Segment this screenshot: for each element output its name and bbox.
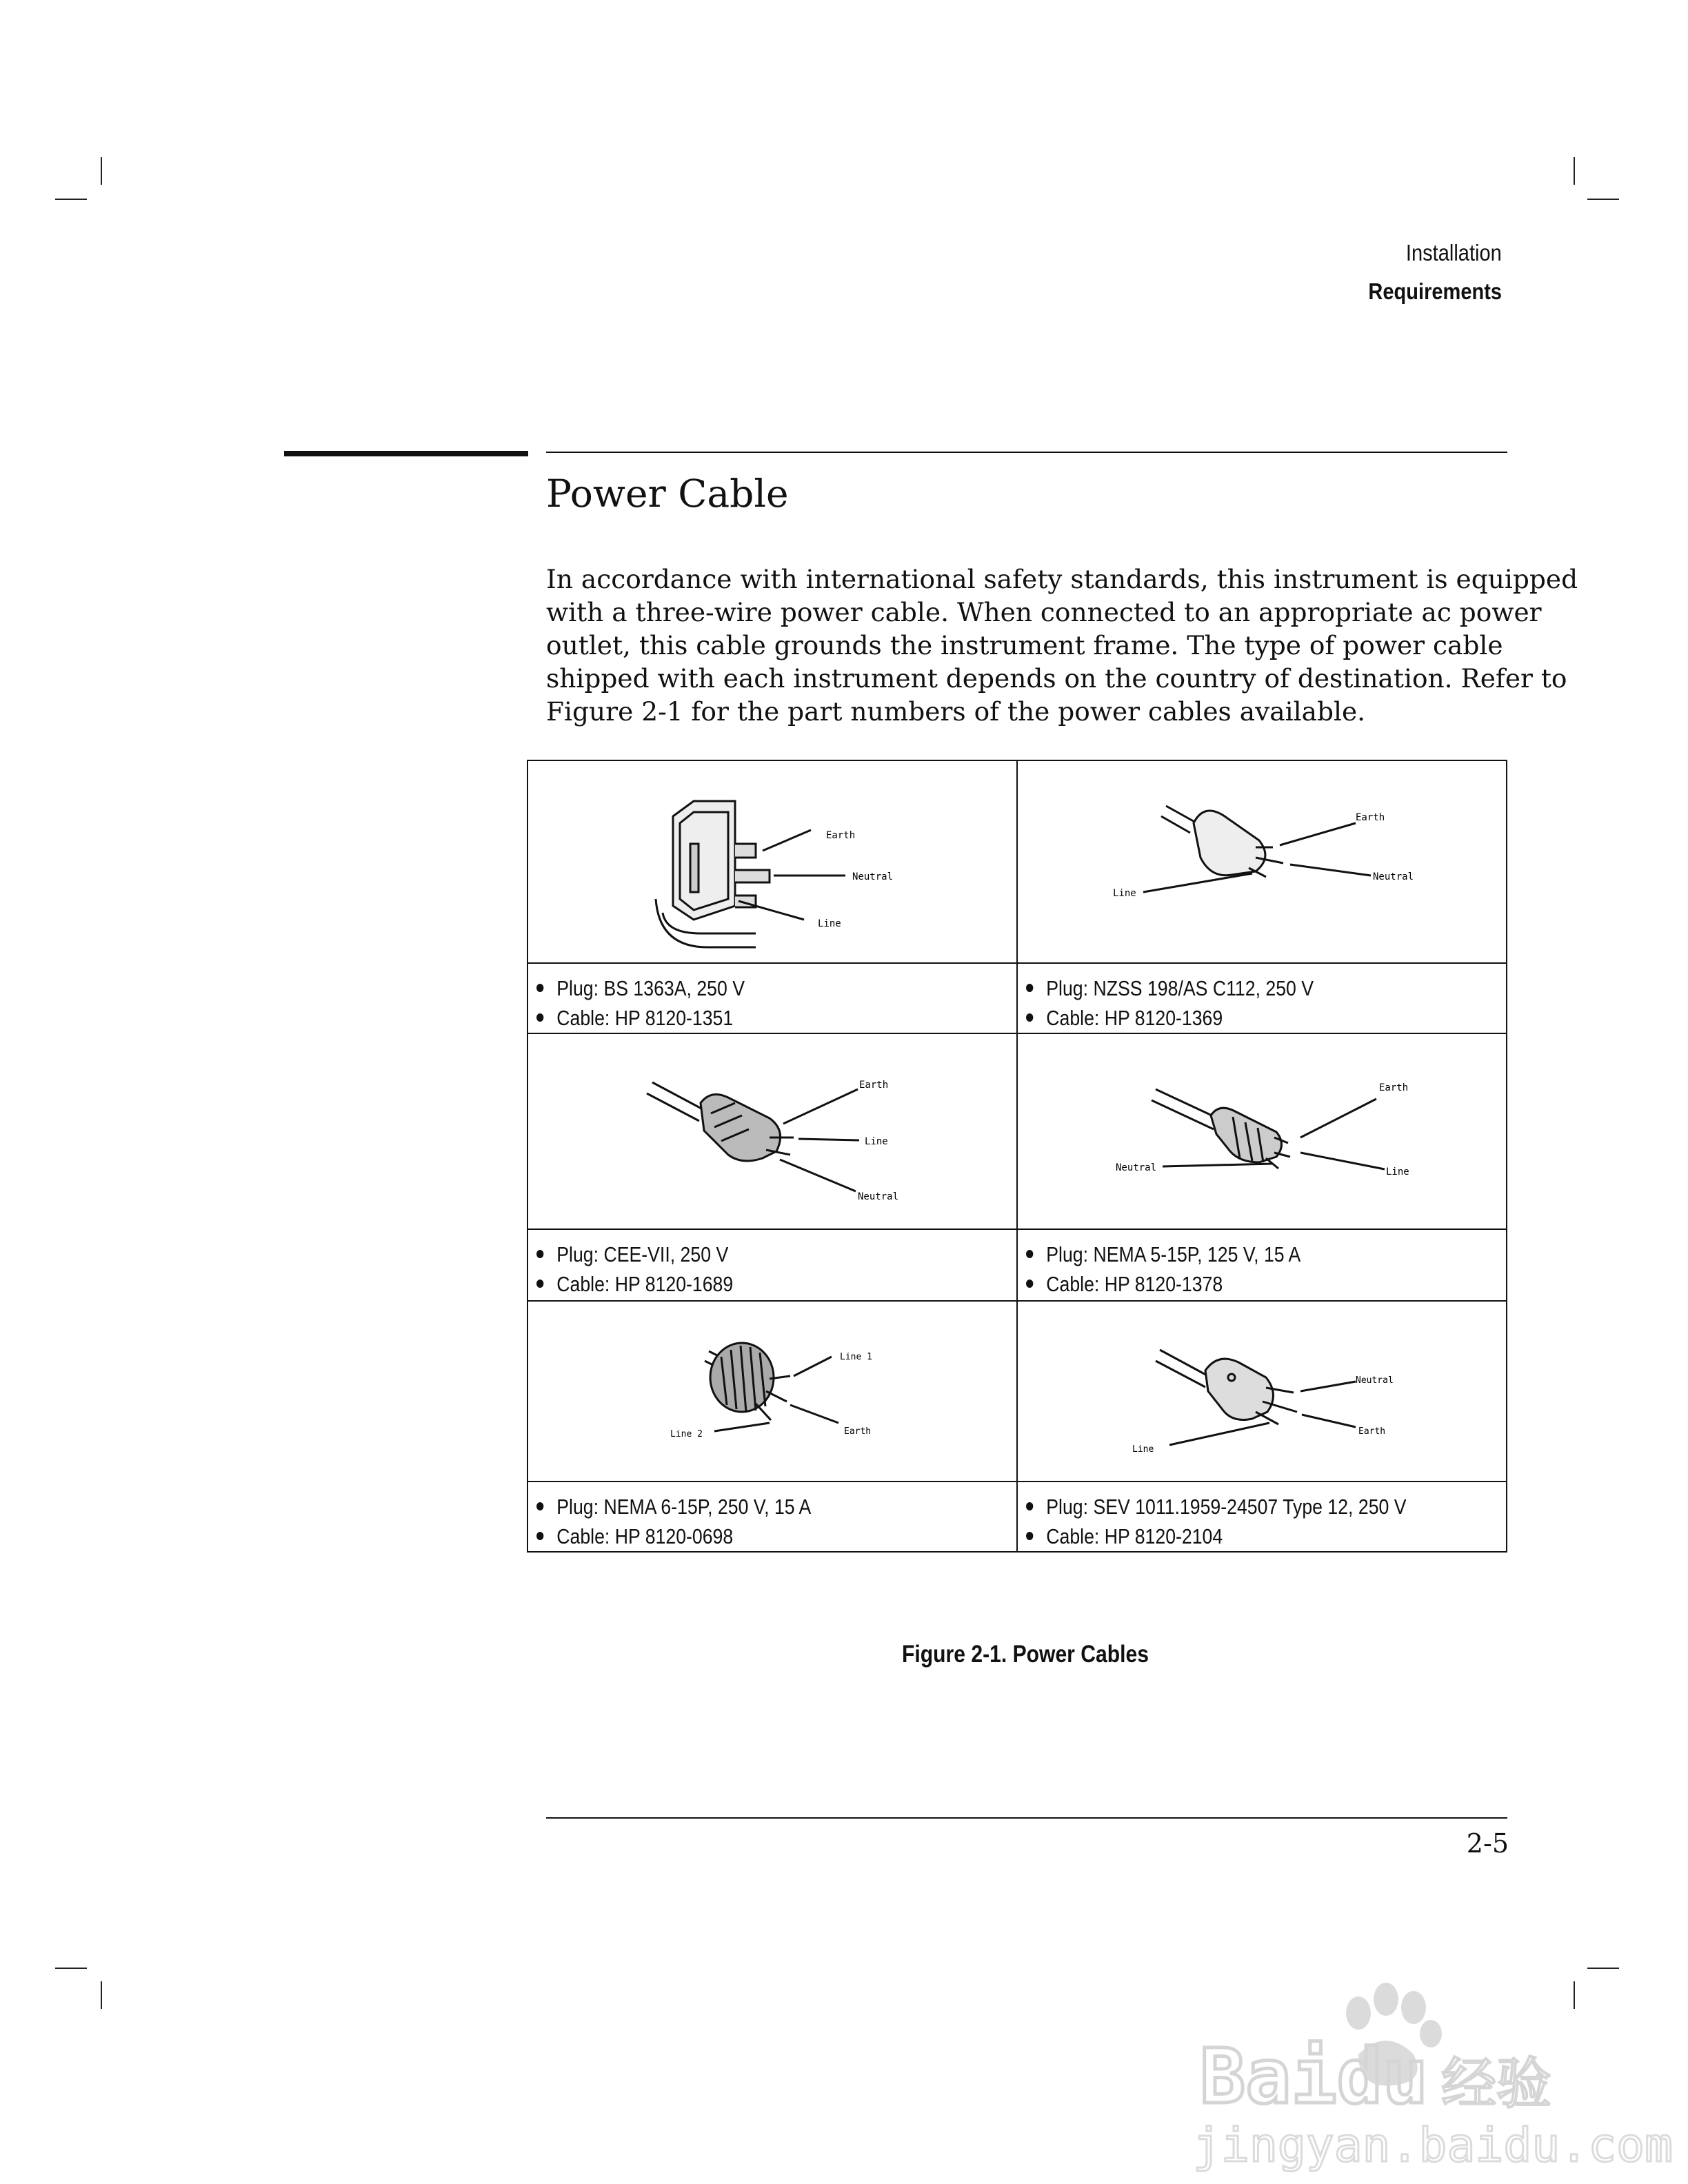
bullet-icon — [536, 1250, 543, 1258]
section-rule-thick — [284, 451, 528, 456]
cable-spec-nema5-15p — [1017, 1229, 1507, 1301]
paragraph-line: shipped with each instrument depends on the country of destination. Refer to — [546, 663, 1567, 694]
crop-mark — [55, 199, 87, 200]
label-line: Line — [1386, 1166, 1409, 1177]
label-neutral: Neutral — [858, 1191, 899, 1202]
label-line: Line — [865, 1136, 888, 1147]
label-line: Line — [818, 918, 841, 929]
running-header-section: Installation — [1406, 240, 1502, 265]
bullet-icon — [536, 1532, 543, 1540]
plug-illustration-sev1011 — [1017, 1301, 1507, 1482]
plug-sev1011-icon — [1018, 1302, 1506, 1478]
crop-mark — [1587, 199, 1619, 200]
plug-spec: Plug: NEMA 5-15P, 125 V, 15 A — [1046, 1242, 1301, 1266]
bullet-icon — [536, 1502, 543, 1510]
plug-illustration-nema5-15p — [1017, 1033, 1507, 1229]
label-earth: Earth — [859, 1080, 889, 1091]
bullet-icon — [1026, 1502, 1033, 1510]
plug-nema6-15p-icon — [528, 1302, 1016, 1478]
page-title: Power Cable — [546, 472, 789, 516]
crop-mark — [1574, 157, 1575, 185]
bullet-icon — [1026, 1250, 1033, 1258]
plug-spec: Plug: BS 1363A, 250 V — [556, 976, 745, 1000]
cable-part-number: Cable: HP 8120-2104 — [1046, 1524, 1223, 1548]
running-header-subsection: Requirements — [1368, 279, 1502, 304]
plug-nzss198-icon — [1018, 761, 1506, 960]
paragraph-line: outlet, this cable grounds the instrument frame. The type of power cable — [546, 630, 1503, 660]
plug-spec: Plug: SEV 1011.1959-24507 Type 12, 250 V — [1046, 1495, 1407, 1519]
figure-caption: Figure 2-1. Power Cables — [902, 1641, 1149, 1668]
label-neutral: Neutral — [1116, 1162, 1157, 1173]
label-earth: Earth — [1379, 1082, 1409, 1093]
plug-spec: Plug: NZSS 198/AS C112, 250 V — [1046, 976, 1314, 1000]
bullet-icon — [1026, 1532, 1033, 1540]
label-earth: Earth — [1356, 812, 1385, 823]
bullet-icon — [536, 1280, 543, 1288]
body-paragraph — [546, 563, 1578, 728]
bullet-icon — [1026, 1013, 1033, 1022]
plug-illustration-nzss198 — [1017, 760, 1507, 963]
label-line: Line — [1113, 888, 1136, 899]
paragraph-line: with a three-wire power cable. When connected to an appropriate ac power — [546, 597, 1542, 627]
label-earth: Earth — [1358, 1426, 1386, 1437]
cable-spec-nzss198 — [1017, 963, 1507, 1033]
watermark-cn: 经验 — [1441, 2052, 1551, 2116]
bullet-icon — [1026, 984, 1033, 992]
label-neutral: Neutral — [1373, 871, 1414, 882]
cable-part-number: Cable: HP 8120-1369 — [1046, 1006, 1223, 1030]
crop-mark — [1587, 1968, 1619, 1969]
plug-bs1363a-icon — [528, 761, 1016, 960]
power-cables-figure — [527, 760, 1507, 1553]
plug-spec: Plug: CEE-VII, 250 V — [556, 1242, 729, 1266]
cable-spec-nema6-15p — [528, 1482, 1017, 1552]
label-neutral: Neutral — [1356, 1375, 1394, 1386]
bullet-icon — [536, 1013, 543, 1022]
cable-part-number: Cable: HP 8120-1378 — [1046, 1272, 1223, 1296]
watermark-url: jingyan.baidu.com — [1193, 2119, 1673, 2173]
baidu-paw-logo-icon — [1186, 1965, 1673, 2173]
label-neutral: Neutral — [852, 871, 894, 882]
page-number: 2-5 — [1466, 1828, 1509, 1859]
baidu-watermark — [1186, 1965, 1673, 2174]
plug-cee7-icon — [528, 1034, 1016, 1226]
plug-illustration-bs1363a — [528, 760, 1017, 963]
plug-nema5-15p-icon — [1018, 1034, 1506, 1226]
cable-spec-bs1363a — [528, 963, 1017, 1033]
label-line-2: Line 2 — [670, 1429, 703, 1439]
cable-part-number: Cable: HP 8120-1351 — [556, 1006, 734, 1030]
cable-part-number: Cable: HP 8120-0698 — [556, 1524, 734, 1548]
bullet-icon — [536, 984, 543, 992]
bullet-icon — [1026, 1280, 1033, 1288]
crop-mark — [101, 1981, 102, 2009]
cable-spec-sev1011 — [1017, 1482, 1507, 1552]
label-line: Line — [1132, 1444, 1154, 1455]
label-earth: Earth — [826, 830, 856, 841]
plug-spec: Plug: NEMA 6-15P, 250 V, 15 A — [556, 1495, 812, 1519]
label-line-1: Line 1 — [840, 1352, 872, 1362]
cable-part-number: Cable: HP 8120-1689 — [556, 1272, 734, 1296]
crop-mark — [101, 157, 102, 185]
plug-illustration-nema6-15p — [528, 1301, 1017, 1482]
plug-illustration-cee7 — [528, 1033, 1017, 1229]
cable-spec-cee7 — [528, 1229, 1017, 1301]
section-rule-thin — [546, 452, 1507, 453]
paragraph-line: Figure 2-1 for the part numbers of the power cables available. — [546, 696, 1366, 727]
crop-mark — [55, 1968, 87, 1969]
label-earth: Earth — [844, 1426, 872, 1437]
paragraph-line: In accordance with international safety standards, this instrument is equipped — [546, 564, 1578, 594]
watermark-brand: Baidu — [1200, 2032, 1429, 2121]
footer-rule — [546, 1817, 1507, 1819]
